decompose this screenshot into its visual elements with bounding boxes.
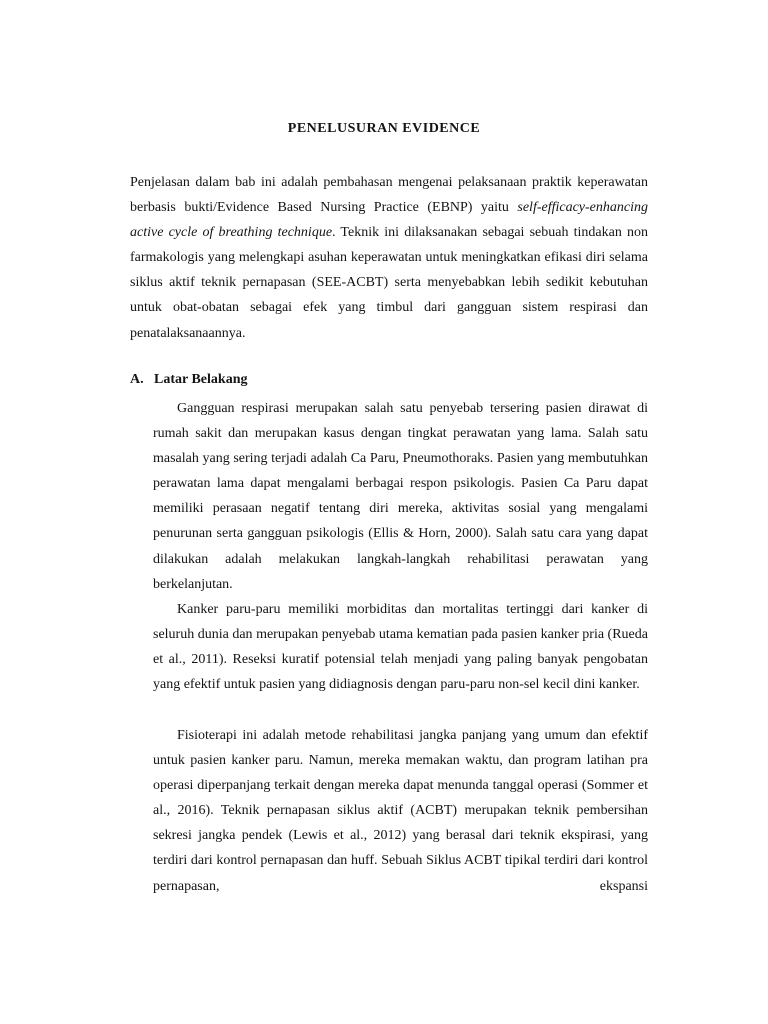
intro-text-2: . Teknik ini dilaksanakan sebagai sebuah tindakan non farmakologis yang melengkapi asuhan keperawatan untuk meningkatkan efikasi diri selama siklus aktif teknik pernapasan (SEE-ACBT) serta menyebabkan lebih sedikit kebutuhan untuk obat-obatan sebagai efek yang timbul dari gangguan sistem respirasi dan penatalaksanaannya. <box>130 225 648 341</box>
document-title: PENELUSURAN EVIDENCE <box>287 121 481 136</box>
section-number: A. <box>130 372 144 387</box>
intro-text-1: Penjelasan dalam bab ini adalah pembahasan mengenai pelaksanaan praktik keperawatan berbasis bukti/Evidence Based Nursing Practice (EBNP) yaitu <box>130 175 648 216</box>
section-heading <box>130 372 247 388</box>
body-paragraph-1: Gangguan respirasi merupakan salah satu penyebab tersering pasien dirawat di rumah sakit dan merupakan kasus dengan tingkat perawatan yang lama. Salah satu masalah yang sering terjadi adalah Ca Paru, Pneumothoraks. Pasien yang membutuhkan perawatan lama dapat mengalami berbagai respon psikologis. Pasien Ca Paru dapat memiliki perasaan negatif tentang diri mereka, aktivitas sosial yang mengalami penurunan serta gangguan psikologis (Ellis & Horn, 2000). Salah satu cara yang dapat dilakukan adalah melakukan langkah-langkah rehabilitasi perawatan yang berkelanjutan. <box>153 401 648 592</box>
intro-italic-term: self-efficacy-enhancing active cycle of breathing technique <box>130 200 648 241</box>
section-title: Latar Belakang <box>154 372 248 387</box>
body-paragraph-3: Fisioterapi ini adalah metode rehabilitasi jangka panjang yang umum dan efektif untuk pasien kanker paru. Namun, mereka memakan waktu, dan program latihan pra operasi diperpanjang terkait dengan mereka dapat menunda tanggal operasi (Sommer et al., 2016). Teknik pernapasan siklus aktif (ACBT) merupakan teknik pembersihan sekresi jangka pendek (Lewis et al., 2012) yang berasal dari teknik ekspirasi, yang terdiri dari kontrol pernapasan dan huff. Sebuah Siklus ACBT tipikal terdiri dari kontrol pernapasan, ekspansi <box>153 728 648 894</box>
intro-paragraph <box>130 170 648 346</box>
body-paragraph-2: Kanker paru-paru memiliki morbiditas dan mortalitas tertinggi dari kanker di seluruh dunia dan merupakan penyebab utama kematian pada pasien kanker pria (Rueda et al., 2011). Reseksi kuratif potensial telah menjadi yang paling banyak pengobatan yang efektif untuk pasien yang didiagnosis dengan paru-paru non-sel kecil dini kanker. <box>153 602 648 693</box>
